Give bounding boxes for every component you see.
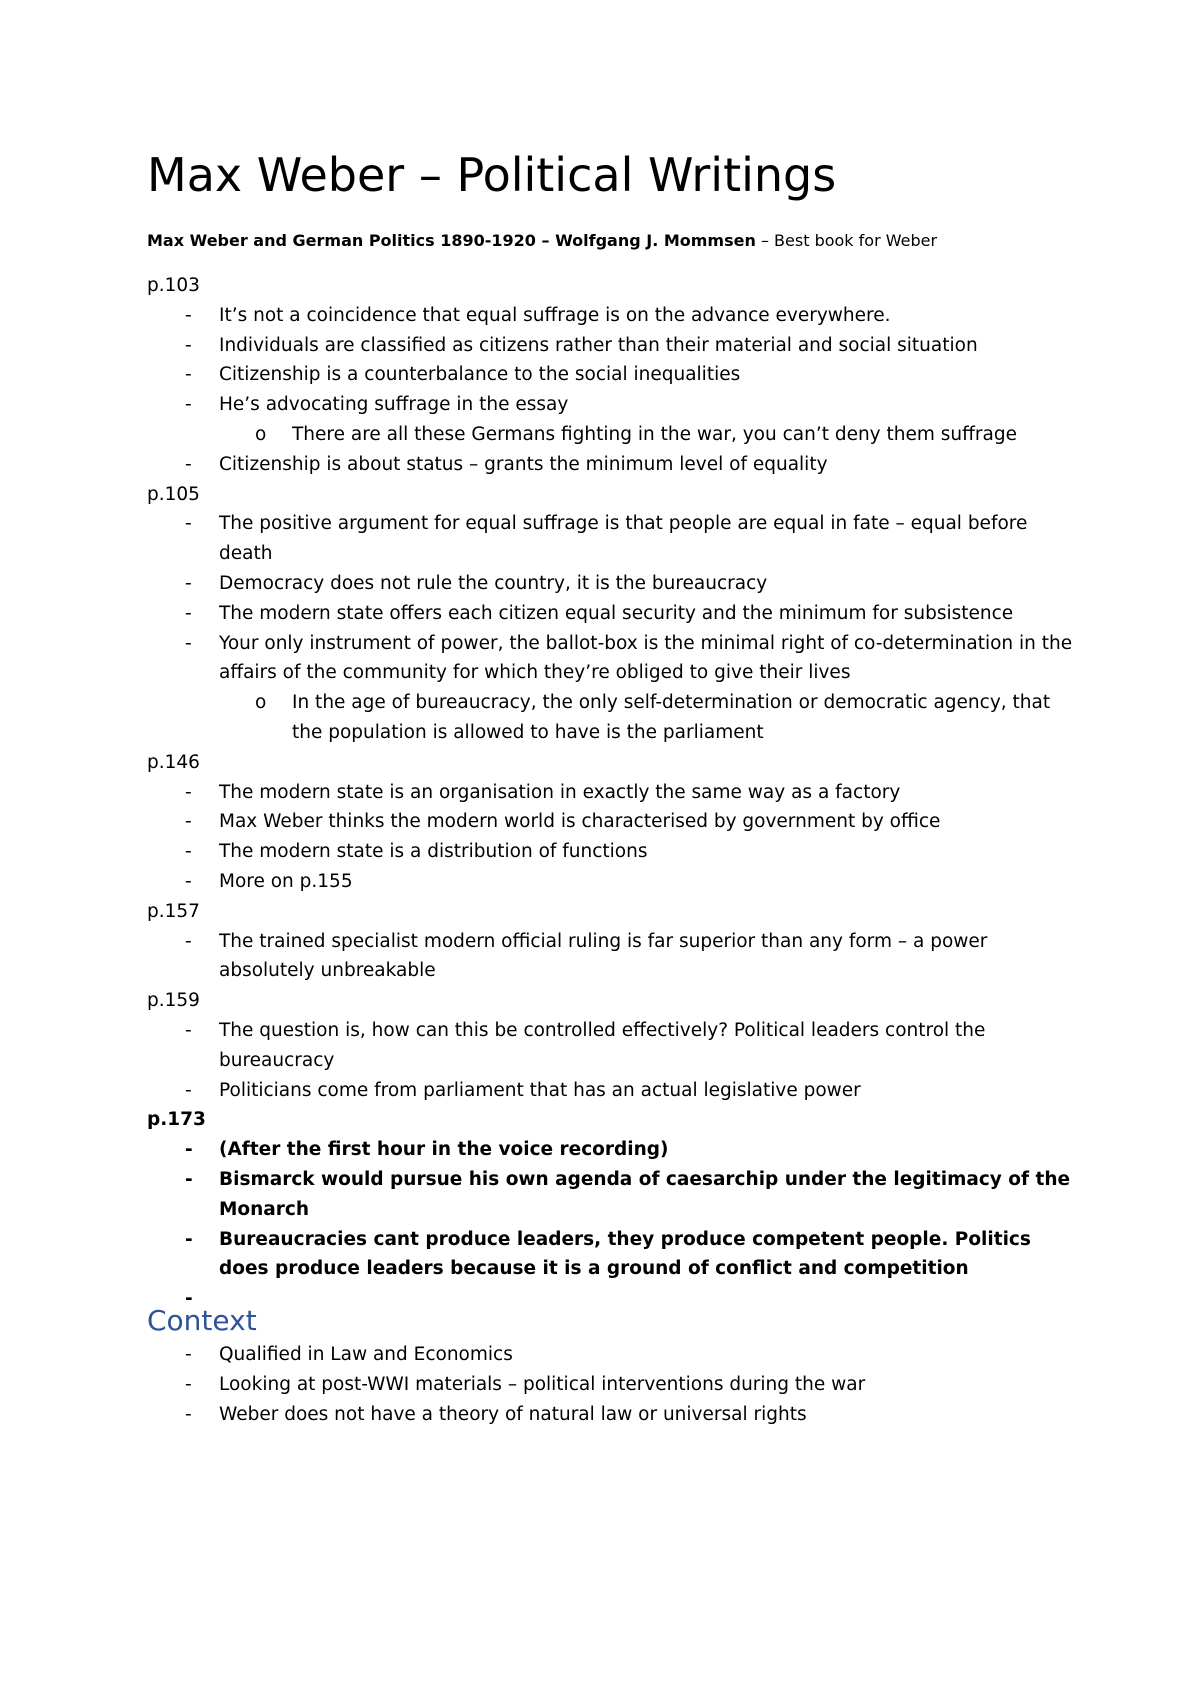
bullet-item <box>147 1016 1077 1076</box>
page-reference: p.159 <box>147 990 200 1012</box>
bullet-item <box>147 360 1077 390</box>
bullet-item <box>147 629 1077 689</box>
bullet-item <box>147 807 1077 837</box>
book-reference-title: Max Weber and German Politics 1890-1920 – Wolfgang J. Mommsen <box>147 231 756 250</box>
sub-bullet-item <box>147 420 1077 450</box>
bullet-item <box>147 599 1077 629</box>
dash-bullet-marker: - <box>185 841 192 863</box>
dash-bullet-marker: - <box>185 1344 192 1366</box>
bullet-text: The modern state offers each citizen equal security and the minimum for subsistence <box>219 602 1014 624</box>
bullet-item <box>147 1135 1077 1165</box>
bullet-item <box>147 1370 1077 1400</box>
page-reference: p.103 <box>147 275 200 296</box>
bullet-text: It’s not a coincidence that equal suffrage is on the advance everywhere. <box>219 304 891 326</box>
notes-sections <box>147 271 1077 1310</box>
bullet-text: Citizenship is a counterbalance to the social inequalities <box>219 364 741 386</box>
bullet-text: There are all these Germans fighting in the war, you can’t deny them suffrage <box>292 423 1017 445</box>
bullet-item <box>147 569 1077 599</box>
dash-bullet-marker: - <box>185 870 192 892</box>
bullet-text: Bureaucracies cant produce leaders, they produce competent people. Politics does produce leaders because it is a ground of conflict and competition <box>219 1228 1031 1280</box>
bullet-text: More on p.155 <box>219 870 353 892</box>
dash-bullet-marker: - <box>185 602 192 624</box>
bullet-item <box>147 1225 1077 1285</box>
document-page <box>147 145 1077 1429</box>
page-notes-list <box>147 778 1077 897</box>
bullet-item <box>147 301 1077 331</box>
bullet-text: He’s advocating suffrage in the essay <box>219 394 569 416</box>
bullet-text: The trained specialist modern official ruling is far superior than any form – a power absolutely unbreakable <box>219 930 988 982</box>
bullet-item <box>147 927 1077 987</box>
bullet-text: The modern state is an organisation in exactly the same way as a factory <box>219 781 901 803</box>
page-notes-list <box>147 509 1077 747</box>
bullet-text: In the age of bureaucracy, the only self-determination or democratic agency, that the population is allowed to have is the parliament <box>292 692 1051 743</box>
dash-bullet-marker: - <box>185 1403 192 1425</box>
dash-bullet-marker: - <box>185 1373 192 1395</box>
circle-bullet-marker: o <box>255 423 267 445</box>
bullet-text: Politicians come from parliament that has an actual legislative power <box>219 1079 861 1101</box>
bullet-text: Looking at post-WWI materials – political interventions during the war <box>219 1373 866 1395</box>
circle-bullet-marker: o <box>255 692 267 714</box>
dash-bullet-marker: - <box>185 1288 193 1310</box>
dash-bullet-marker: - <box>185 811 192 833</box>
dash-bullet-marker: - <box>185 364 192 386</box>
dash-bullet-marker: - <box>185 453 192 475</box>
bullet-item <box>147 390 1077 420</box>
page-notes-list <box>147 1016 1077 1105</box>
bullet-item <box>147 450 1077 480</box>
bullet-item <box>147 509 1077 569</box>
bullet-text: Citizenship is about status – grants the minimum level of equality <box>219 453 828 475</box>
bullet-text: Weber does not have a theory of natural law or universal rights <box>219 1403 807 1425</box>
bullet-text: The modern state is a distribution of functions <box>219 841 648 863</box>
bullet-item <box>147 1076 1077 1106</box>
page-reference: p.173 <box>147 1109 206 1131</box>
dash-bullet-marker: - <box>185 1139 193 1161</box>
context-list <box>147 1340 1077 1429</box>
bullet-item <box>147 1400 1077 1430</box>
sub-bullet-item <box>147 688 1077 748</box>
dash-bullet-marker: - <box>185 304 192 326</box>
dash-bullet-marker: - <box>185 781 192 803</box>
dash-bullet-marker: - <box>185 1228 193 1250</box>
page-notes-list <box>147 301 1077 480</box>
bullet-text: (After the first hour in the voice recording) <box>219 1139 669 1161</box>
bullet-item <box>147 1165 1077 1225</box>
bullet-text: Qualified in Law and Economics <box>219 1344 513 1366</box>
dash-bullet-marker: - <box>185 513 192 535</box>
dash-bullet-marker: - <box>185 334 192 356</box>
dash-bullet-marker: - <box>185 632 192 654</box>
page-notes-list <box>147 927 1077 987</box>
dash-bullet-marker: - <box>185 572 192 594</box>
dash-bullet-marker: - <box>185 1019 192 1041</box>
bullet-item <box>147 331 1077 361</box>
bullet-text: Max Weber thinks the modern world is characterised by government by office <box>219 811 941 833</box>
bullet-text: Democracy does not rule the country, it is the bureaucracy <box>219 572 768 594</box>
bullet-item <box>147 867 1077 897</box>
document-title: Max Weber – Political Writings <box>147 148 837 202</box>
context-heading: Context <box>147 1304 257 1338</box>
bullet-text: Bismarck would pursue his own agenda of caesarchip under the legitimacy of the Monarch <box>219 1168 1071 1220</box>
dash-bullet-marker: - <box>185 1079 192 1101</box>
book-reference <box>147 230 1077 252</box>
book-reference-note: – Best book for Weber <box>755 231 938 250</box>
bullet-text: Your only instrument of power, the ballot-box is the minimal right of co-determination in the affairs of the community for which they’re obliged to give their lives <box>219 632 1073 684</box>
page-reference: p.105 <box>147 483 200 505</box>
bullet-text: The positive argument for equal suffrage is that people are equal in fate – equal before death <box>219 513 1028 565</box>
bullet-item <box>147 1340 1077 1370</box>
bullet-item <box>147 778 1077 808</box>
bullet-text: Individuals are classified as citizens rather than their material and social situation <box>219 334 978 356</box>
dash-bullet-marker: - <box>185 1168 193 1190</box>
page-reference: p.146 <box>147 751 200 773</box>
bullet-item <box>147 837 1077 867</box>
page-notes-list <box>147 1135 1077 1310</box>
page-reference: p.157 <box>147 900 200 922</box>
bullet-text: The question is, how can this be controlled effectively? Political leaders control the bureaucracy <box>219 1019 986 1071</box>
dash-bullet-marker: - <box>185 394 192 416</box>
dash-bullet-marker: - <box>185 930 192 952</box>
